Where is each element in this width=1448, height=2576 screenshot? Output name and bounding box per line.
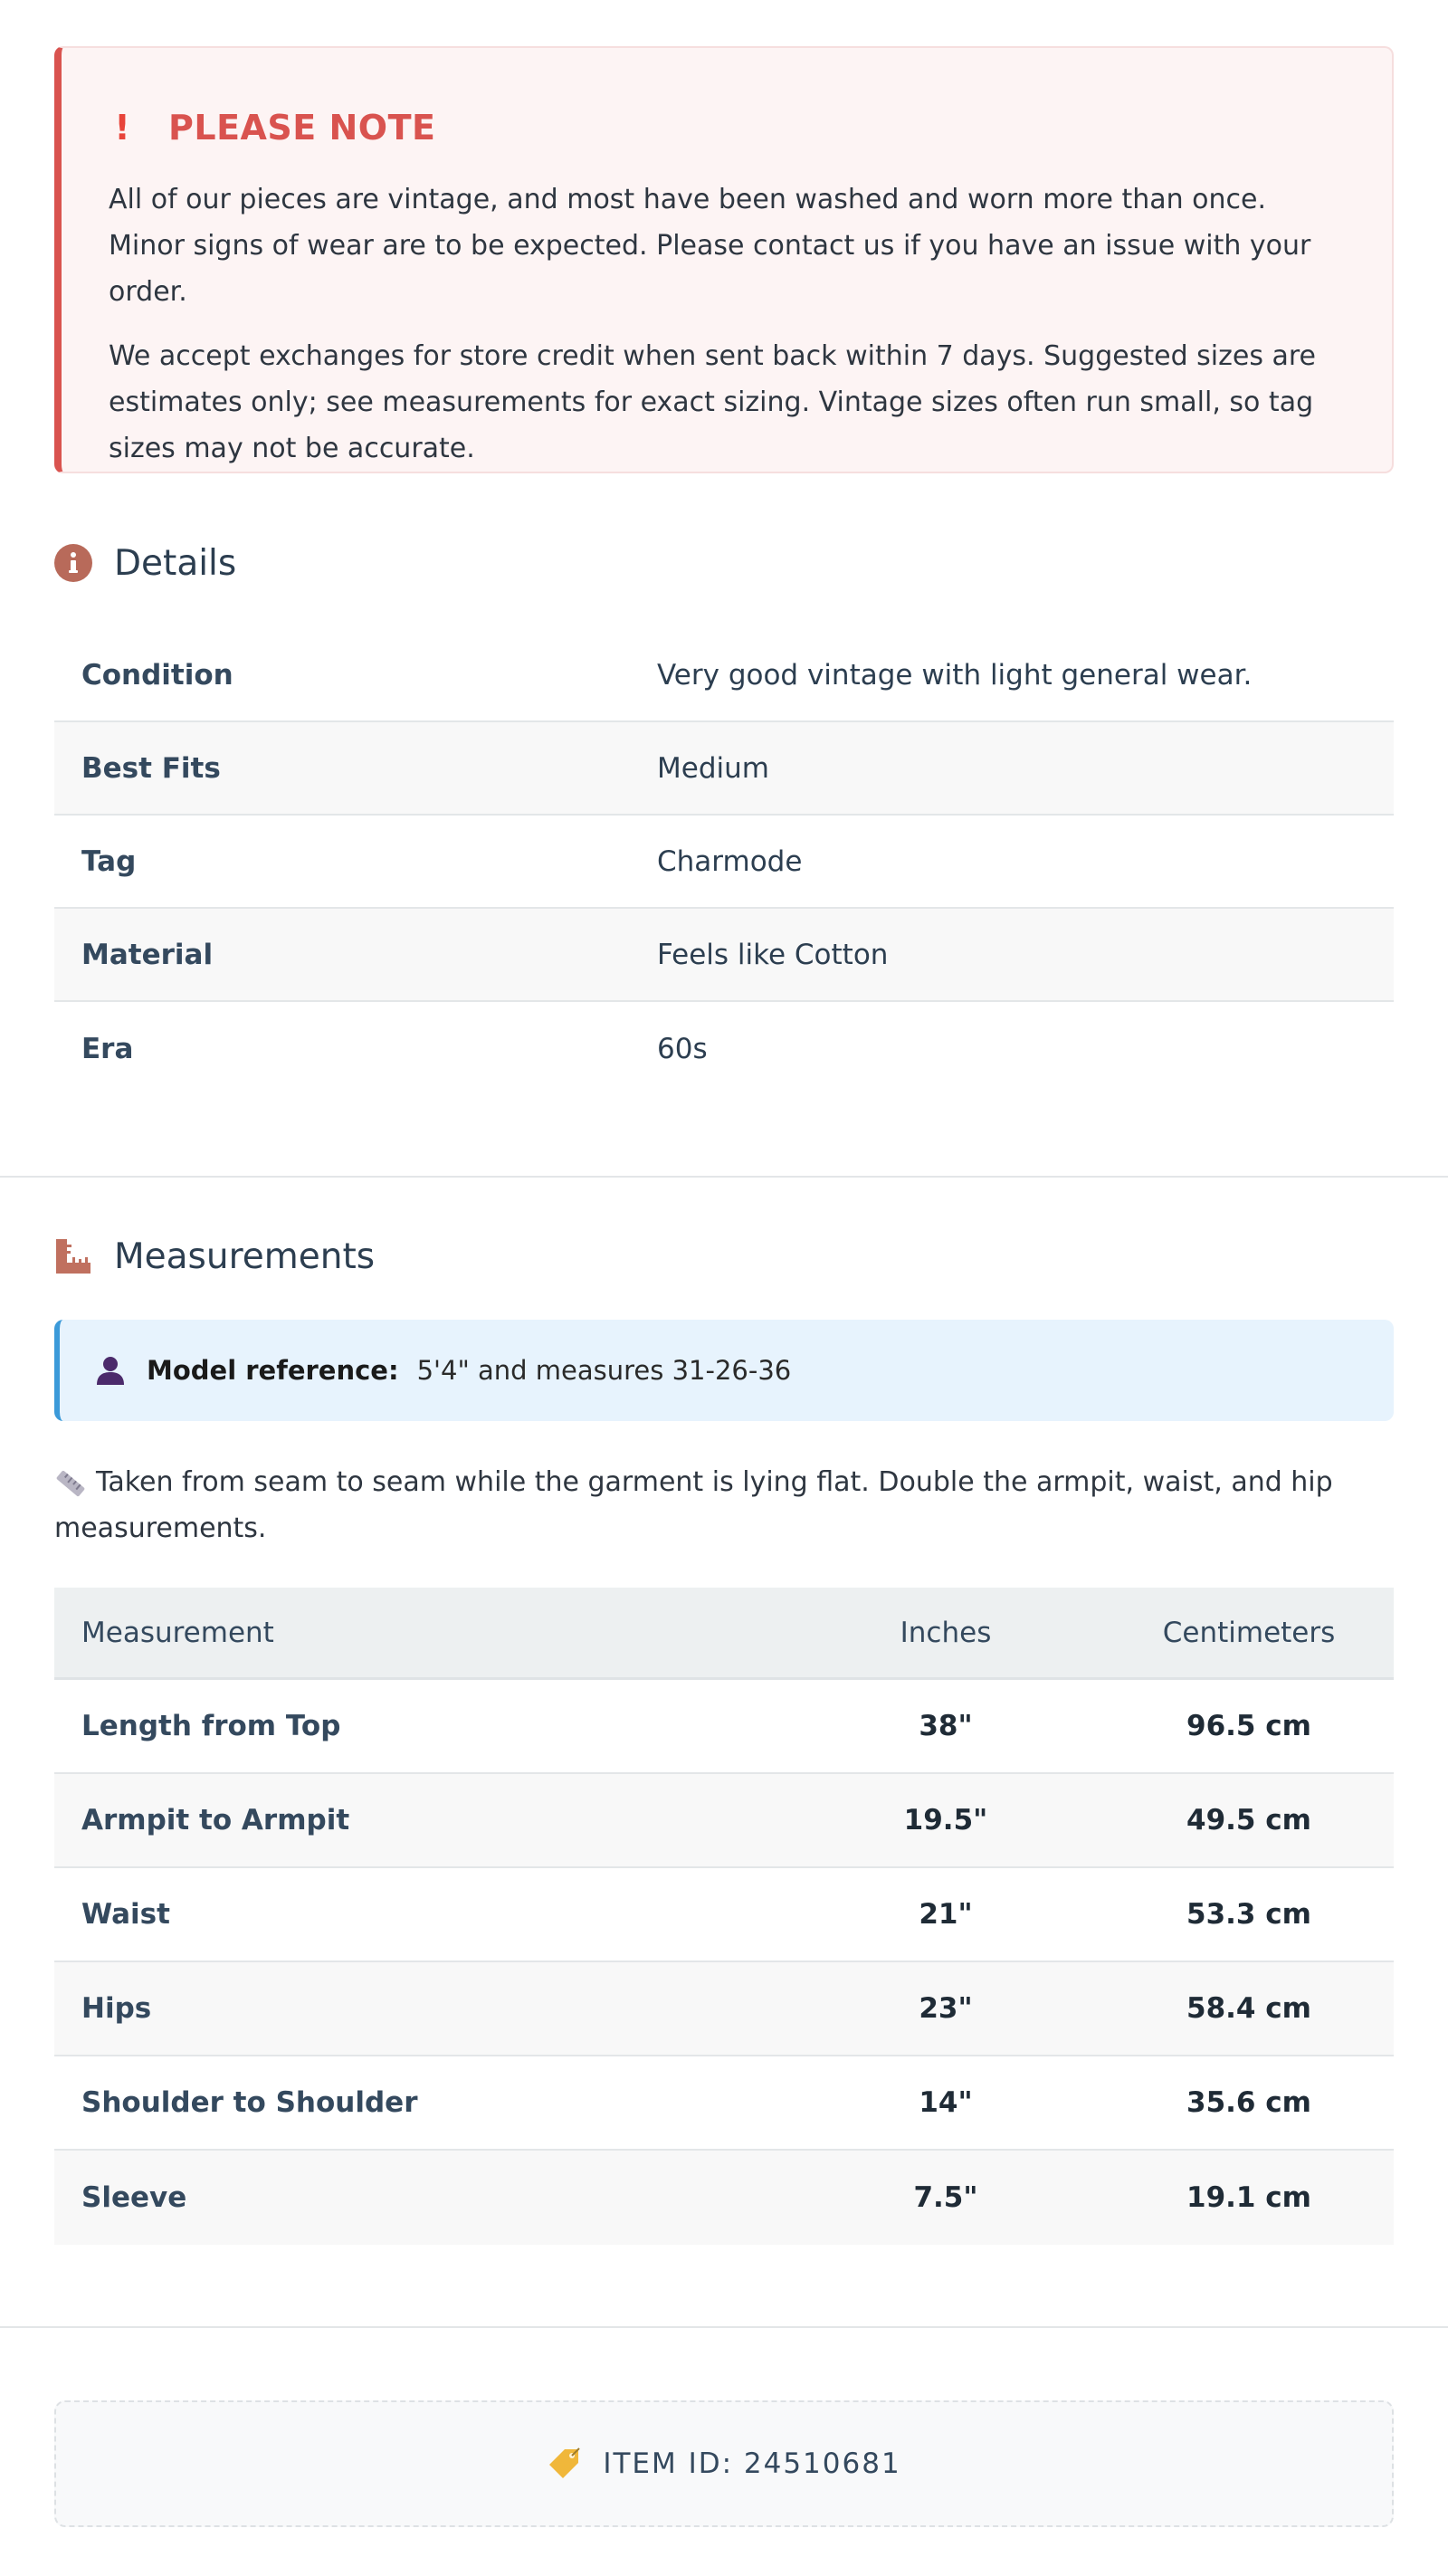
item-id-text: ITEM ID: 24510681: [603, 2447, 901, 2480]
detail-value: 60s: [657, 1032, 708, 1065]
measurements-header: [54, 1229, 1394, 1283]
table-row: [54, 2151, 1394, 2245]
column-header: Inches: [900, 1616, 992, 1649]
detail-label: Tag: [81, 844, 137, 878]
model-reference-label: Model reference:: [147, 1355, 399, 1386]
model-reference: [54, 1320, 1394, 1421]
measurement-name: Length from Top: [81, 1710, 341, 1742]
notice-header: [109, 100, 1347, 155]
table-row: [54, 1962, 1394, 2056]
table-row: [54, 722, 1394, 816]
section-title: Measurements: [114, 1236, 376, 1277]
model-reference-value: 5'4" and measures 31-26-36: [416, 1355, 792, 1386]
notice-box: [54, 46, 1394, 473]
notice-paragraph: All of our pieces are vintage, and most have been washed and worn more than once. Minor signs of wear are to be expected. Please contact us if you have an issue with your order.: [109, 184, 1311, 308]
measurement-inches: 19.5": [903, 1804, 988, 1837]
measurement-name: Sleeve: [81, 2181, 187, 2214]
table-row: [54, 1774, 1394, 1868]
table-row: [54, 816, 1394, 909]
measurement-inches: 14": [919, 2086, 973, 2119]
detail-value: Medium: [657, 751, 769, 785]
detail-value: Charmode: [657, 844, 803, 878]
tag-icon: [547, 2447, 581, 2481]
table-row: [54, 1002, 1394, 1095]
measurement-note: [54, 1459, 1394, 1551]
measurement-inches: 38": [919, 1710, 973, 1742]
table-row: [54, 629, 1394, 722]
person-icon: [94, 1354, 127, 1387]
measurement-cm: 19.1 cm: [1186, 2181, 1311, 2214]
measurements-table: [54, 1588, 1394, 2245]
detail-label: Material: [81, 938, 214, 971]
detail-value: Feels like Cotton: [657, 938, 889, 971]
table-header: [54, 1588, 1394, 1680]
details-header: [54, 536, 1394, 590]
details-table: [54, 629, 1394, 1095]
exclamation-icon: !: [114, 108, 130, 148]
measurement-inches: 23": [919, 1992, 973, 2025]
measurement-cm: 58.4 cm: [1186, 1992, 1311, 2025]
section-divider: [0, 2326, 1448, 2328]
table-body: [54, 1680, 1394, 2245]
notice-title: PLEASE NOTE: [168, 108, 436, 148]
ruler-icon: [54, 1237, 92, 1275]
ruler-icon: [54, 1467, 87, 1500]
measurement-name: Waist: [81, 1898, 170, 1931]
measurement-cm: 49.5 cm: [1186, 1804, 1311, 1837]
measurement-cm: 96.5 cm: [1186, 1710, 1311, 1742]
notice-paragraph: We accept exchanges for store credit when sent back within 7 days. Suggested sizes are estimates only; see measurements for exact sizing. Vintage sizes often run small, so tag sizes may not be accurate.: [109, 340, 1317, 464]
detail-label: Era: [81, 1032, 134, 1065]
table-row: [54, 2056, 1394, 2151]
section-title: Details: [114, 542, 237, 584]
measurement-inches: 7.5": [913, 2181, 978, 2214]
measurement-name: Armpit to Armpit: [81, 1804, 350, 1837]
item-id-box: [54, 2400, 1394, 2527]
measurement-name: Shoulder to Shoulder: [81, 2086, 418, 2119]
detail-label: Best Fits: [81, 751, 221, 785]
column-header: Centimeters: [1162, 1616, 1336, 1649]
table-row: [54, 909, 1394, 1002]
measurement-inches: 21": [919, 1898, 973, 1931]
measurement-cm: 35.6 cm: [1186, 2086, 1311, 2119]
info-icon: [54, 544, 92, 582]
measurement-note-text: Taken from seam to seam while the garment is lying flat. Double the armpit, waist, and hip measurements.: [54, 1466, 1333, 1544]
detail-label: Condition: [81, 658, 233, 692]
measurement-name: Hips: [81, 1992, 152, 2025]
column-header: Measurement: [81, 1616, 274, 1649]
section-divider: [0, 1176, 1448, 1178]
table-row: [54, 1680, 1394, 1774]
table-row: [54, 1868, 1394, 1962]
measurement-cm: 53.3 cm: [1186, 1898, 1311, 1931]
detail-value: Very good vintage with light general wear.: [657, 658, 1253, 692]
